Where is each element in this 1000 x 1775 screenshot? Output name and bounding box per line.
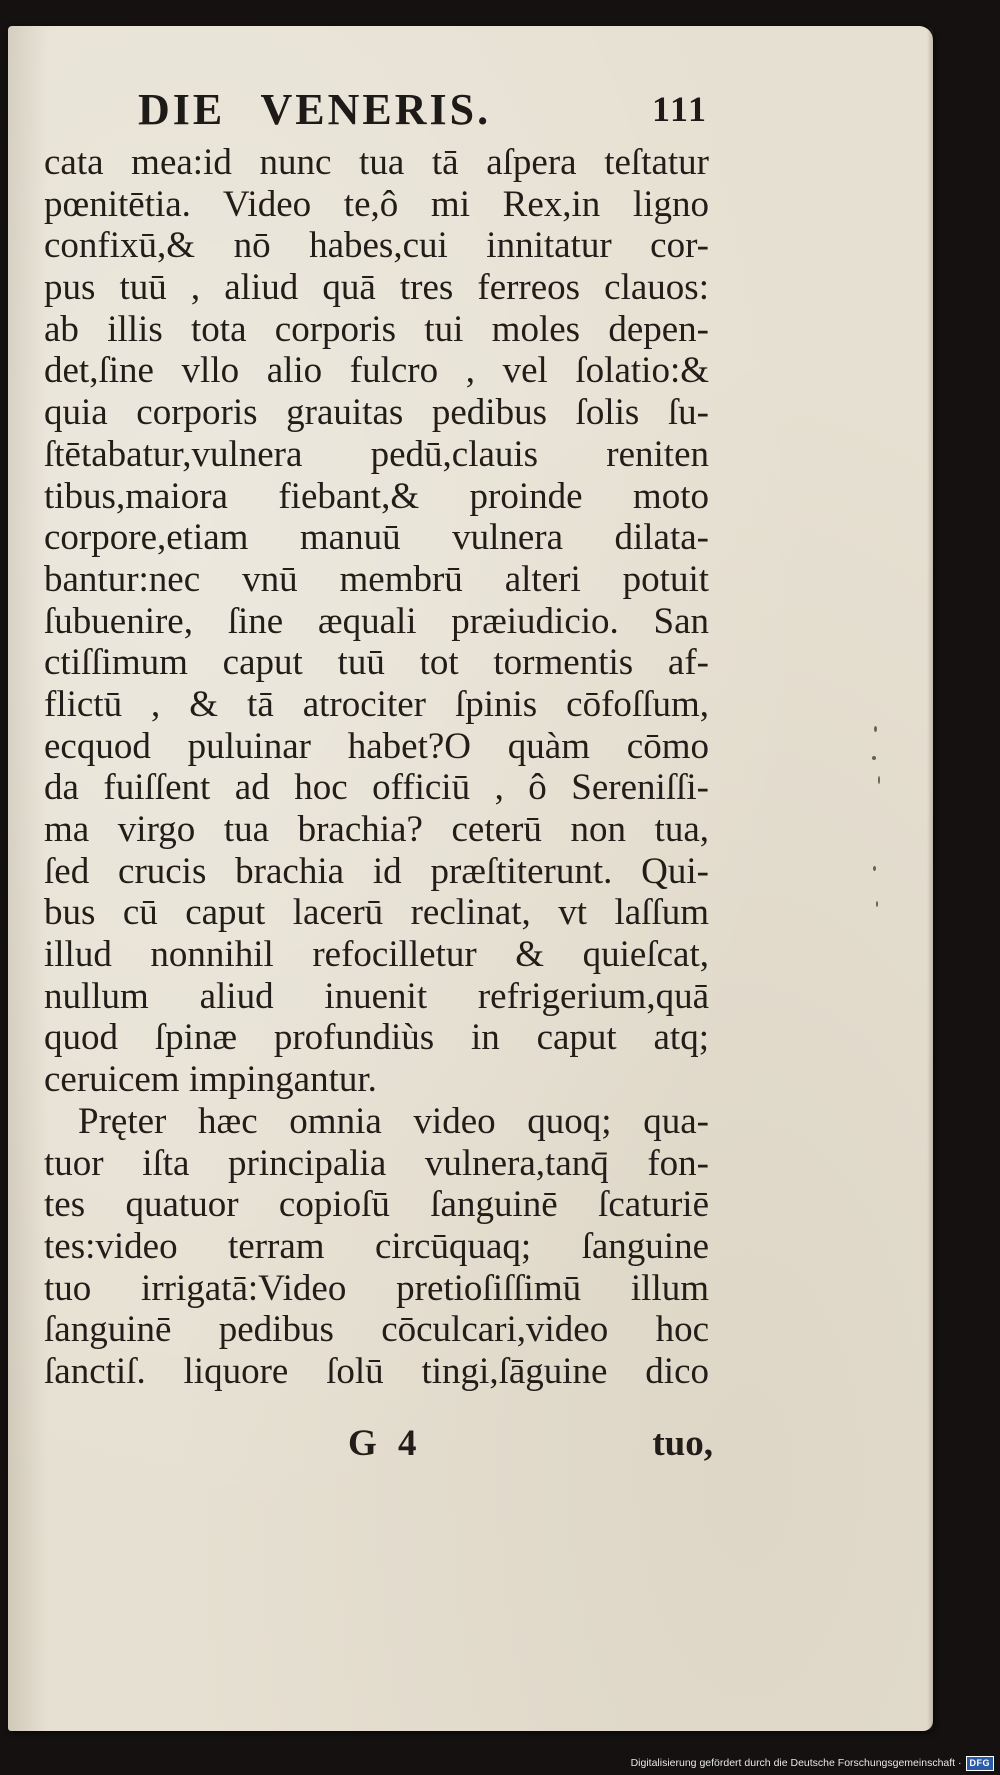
text-line: bantur:nec vnū membrū alteri potuit xyxy=(44,558,709,600)
paper-speck xyxy=(873,866,876,871)
text-line: ſubuenire, ſine æquali præiudicio. San xyxy=(44,600,709,642)
text-body xyxy=(44,142,709,1393)
catchword: tuo, xyxy=(652,1423,713,1464)
text-line: ctiſſimum caput tuū tot tormentis af- xyxy=(44,642,709,684)
text-line: ſed crucis brachia id præſtiterunt. Qui- xyxy=(44,850,709,892)
text-line: bus cū caput lacerū reclinat, vt laſſum xyxy=(44,892,709,934)
paragraph-start-line: Pręter hæc omnia video quoq; qua- xyxy=(78,1100,709,1142)
text-line: cata mea:id nunc tua tā aſpera teſtatur xyxy=(44,142,709,183)
text-line: pus tuū , aliud quā tres ferreos clauos: xyxy=(44,267,709,309)
text-line: det,ſine vllo alio fulcro , vel ſolatio:& xyxy=(44,350,709,392)
paper-speck xyxy=(874,726,877,732)
credit-text: Digitalisierung gefördert durch die Deutsche Forschungsgemeinschaft · xyxy=(630,1757,962,1769)
signature-mark: G 4 xyxy=(348,1423,423,1464)
text-line: corpore,etiam manuū vulnera dilata- xyxy=(44,517,709,559)
paper-speck xyxy=(876,901,878,907)
paper-speck xyxy=(872,756,876,760)
text-line: ecquod puluinar habet?O quàm cōmo xyxy=(44,725,709,767)
text-line: ſanguinē pedibus cōculcari,video hoc xyxy=(44,1309,709,1351)
text-line: tibus,maiora fiebant,& proinde moto xyxy=(44,475,709,517)
text-line: illud nonnihil refocilletur & quieſcat, xyxy=(44,934,709,976)
text-line: confixū,& nō habes,cui innitatur cor- xyxy=(44,225,709,267)
text-line: quia corporis grauitas pedibus ſolis ſu- xyxy=(44,392,709,434)
text-line: tuor iſta principalia vulnera,tanq̄ fon- xyxy=(44,1142,709,1184)
text-line: da fuiſſent ad hoc officiū , ô Sereniſſi- xyxy=(44,767,709,809)
paper-speck xyxy=(878,776,880,784)
text-line: nullum aliud inuenit refrigerium,quā xyxy=(44,975,709,1017)
text-line: ma virgo tua brachia? ceterū non tua, xyxy=(44,809,709,850)
book-page xyxy=(8,26,933,1731)
text-line: pœnitētia. Video te,ô mi Rex,in ligno xyxy=(44,183,709,225)
running-head: DIE VENERIS. xyxy=(138,85,492,134)
text-line: ab illis tota corporis tui moles depen- xyxy=(44,308,709,350)
digitization-credit xyxy=(631,1755,994,1771)
paragraph-end-line: ceruicem impingantur. xyxy=(44,1059,377,1101)
text-line: ſanctiſ. liquore ſolū tingi,ſāguine dico xyxy=(44,1350,709,1392)
text-line: tes quatuor copioſū ſanguinē ſcaturiē xyxy=(44,1184,709,1226)
page-footer xyxy=(348,1422,713,1472)
page-edge-shadow xyxy=(927,26,933,1731)
page-header xyxy=(138,84,708,144)
paper-specks xyxy=(870,716,890,916)
dfg-logo: DFG xyxy=(966,1756,995,1771)
text-line: tuo irrigatā:Video pretioſiſſimū illum xyxy=(44,1267,709,1309)
text-line: flictū , & tā atrociter ſpinis cōfoſſum, xyxy=(44,683,709,725)
text-line: ſtētabatur,vulnera pedū,clauis reniten xyxy=(44,433,709,475)
text-line: tes:video terram circūquaq; ſanguine xyxy=(44,1225,709,1267)
page-number: 111 xyxy=(651,89,708,129)
text-line: quod ſpinæ profundiùs in caput atq; xyxy=(44,1017,709,1059)
